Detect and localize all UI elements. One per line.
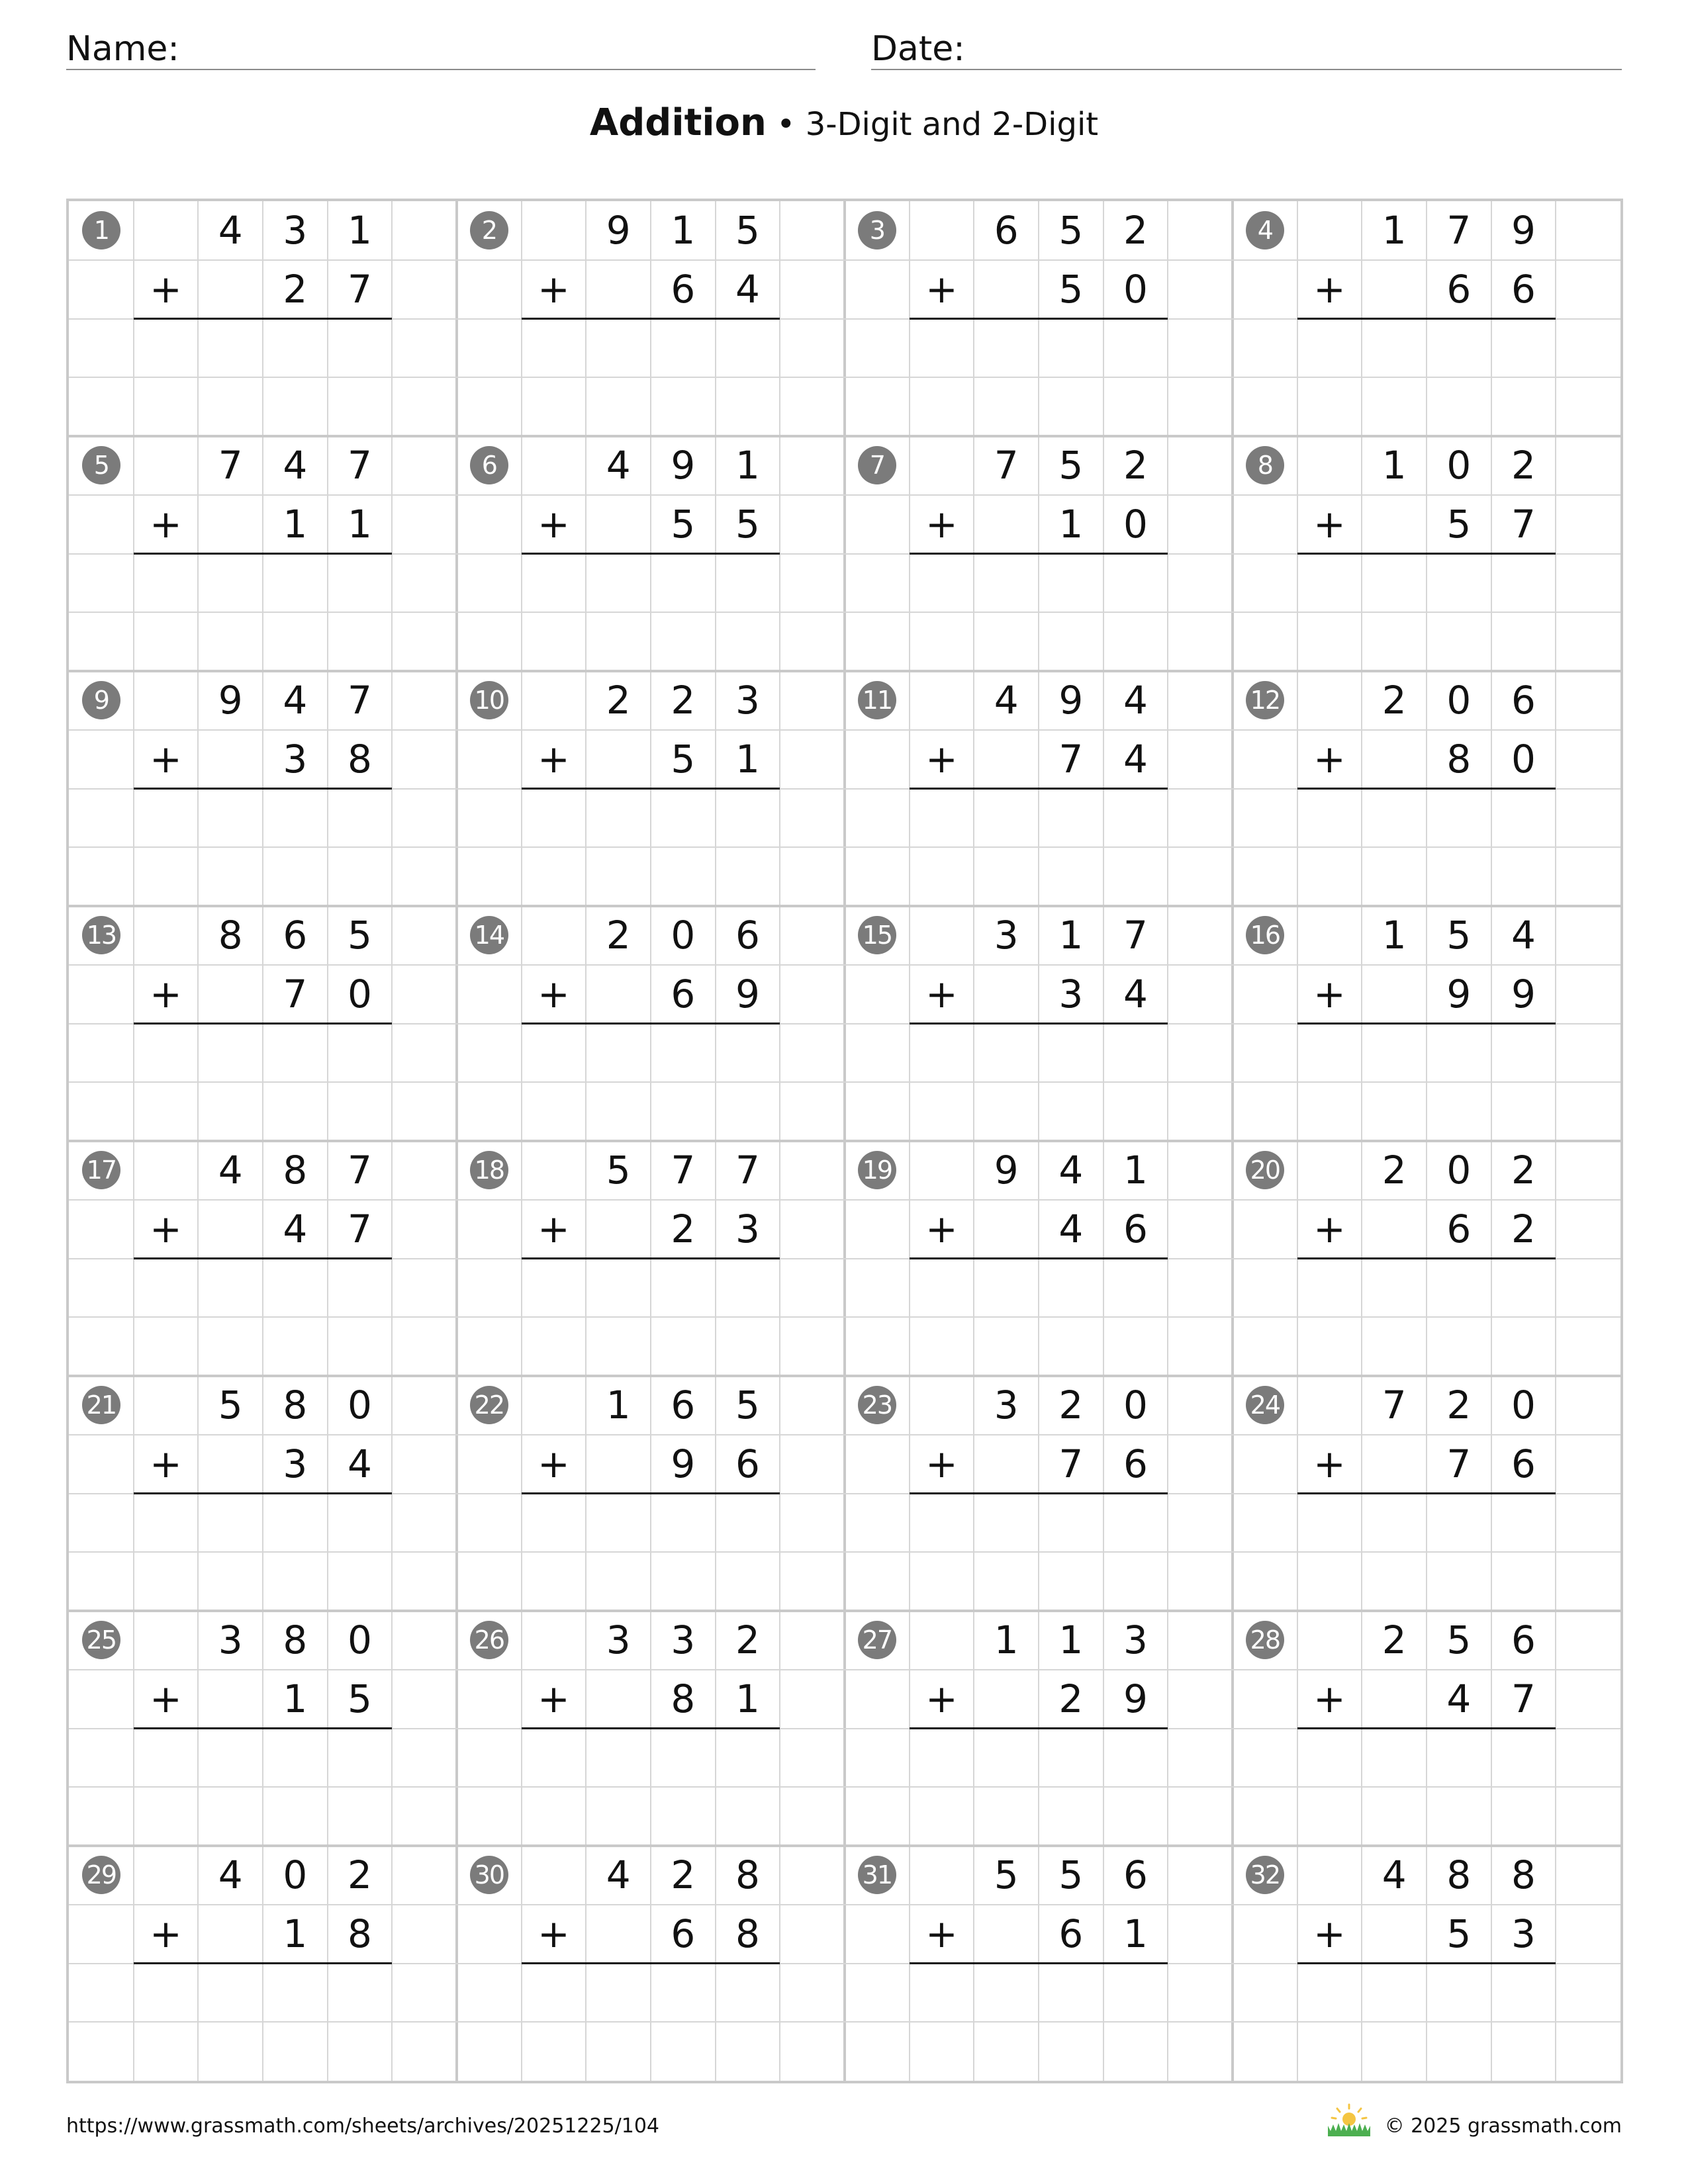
problem-number-badge: 24 [1246,1386,1284,1424]
problem-8 [1233,436,1620,671]
answer-area[interactable] [522,554,780,613]
top-digit: 7 [1382,1383,1407,1428]
problem-28 [1233,1611,1620,1846]
answer-area[interactable] [910,1494,1168,1553]
problem-number-badge: 14 [470,916,508,954]
bottom-digit: 8 [1446,737,1472,782]
answer-area[interactable] [910,1259,1168,1318]
problem-number-badge: 9 [82,681,120,719]
bottom-digit: 1 [283,1676,308,1722]
top-digit: 3 [994,913,1019,958]
problem-number-badge: 13 [82,916,120,954]
top-digit: 6 [283,913,308,958]
top-digit: 2 [1058,1383,1084,1428]
plus-operator: + [538,1441,570,1487]
plus-operator: + [925,1206,958,1252]
bottom-digit: 6 [1058,1911,1084,1957]
answer-area[interactable] [522,1494,780,1553]
top-digit: 7 [348,1148,372,1193]
answer-area[interactable] [910,319,1168,378]
top-digit: 1 [1058,913,1084,958]
answer-area[interactable] [910,1964,1168,2023]
bottom-digit: 8 [348,1911,372,1957]
bottom-digit: 8 [671,1676,696,1722]
bottom-digit: 7 [348,267,372,312]
problem-number-badge: 6 [470,446,508,484]
top-digit: 1 [1382,443,1407,488]
bottom-digit: 5 [671,502,696,547]
problem-number-badge: 2 [470,211,508,250]
problem-30 [457,1846,845,2081]
top-digit: 3 [994,1383,1019,1428]
problem-31 [845,1846,1233,2081]
answer-area[interactable] [522,1964,780,2023]
problem-number-badge: 10 [470,681,508,719]
top-digit: 6 [1511,1617,1536,1663]
top-digit: 0 [1446,1148,1472,1193]
bottom-digit: 6 [1446,267,1472,312]
top-digit: 9 [994,1148,1019,1193]
bottom-digit: 0 [348,972,372,1017]
bottom-digit: 5 [348,1676,372,1722]
top-digit: 7 [1446,208,1472,253]
problem-number-badge: 30 [470,1856,508,1894]
top-digit: 5 [1058,443,1084,488]
problem-number-badge: 32 [1246,1856,1284,1894]
plus-operator: + [150,502,182,547]
problem-number-badge: 27 [858,1621,896,1659]
answer-area[interactable] [1297,789,1556,848]
problem-number-badge: 20 [1246,1151,1284,1189]
top-digit: 6 [994,208,1019,253]
bottom-digit: 1 [735,737,760,782]
top-digit: 3 [1123,1617,1148,1663]
problem-17 [69,1141,457,1376]
plus-operator: + [150,1911,182,1957]
top-digit: 8 [283,1617,308,1663]
problem-23 [845,1376,1233,1611]
answer-area[interactable] [134,789,393,848]
problem-27 [845,1611,1233,1846]
bottom-digit: 4 [1446,1676,1472,1722]
problem-number-badge: 4 [1246,211,1284,250]
problem-number-badge: 7 [858,446,896,484]
top-digit: 5 [1058,1852,1084,1898]
problem-3 [845,201,1233,436]
problem-number-badge: 5 [82,446,120,484]
top-digit: 7 [218,443,243,488]
plus-operator: + [1313,1441,1346,1487]
top-digit: 8 [283,1148,308,1193]
top-digit: 3 [606,1617,631,1663]
problem-15 [845,906,1233,1141]
bottom-digit: 1 [735,1676,760,1722]
top-digit: 4 [283,678,308,723]
problem-14 [457,906,845,1141]
problem-number-badge: 18 [470,1151,508,1189]
grass-sun-icon [1325,2102,1373,2139]
worksheet-grid [66,199,1623,2083]
bottom-digit: 5 [1446,502,1472,547]
plus-operator: + [538,1206,570,1252]
problem-2 [457,201,845,436]
problem-29 [69,1846,457,2081]
top-digit: 4 [994,678,1019,723]
top-digit: 4 [283,443,308,488]
problem-number-badge: 15 [858,916,896,954]
problem-10 [457,671,845,906]
top-digit: 4 [606,443,631,488]
answer-area[interactable] [910,554,1168,613]
bottom-digit: 4 [283,1206,308,1252]
answer-area[interactable] [522,1024,780,1083]
answer-area[interactable] [910,1729,1168,1788]
bottom-digit: 9 [671,1441,696,1487]
top-digit: 5 [1446,1617,1472,1663]
name-label: Name: [66,29,179,69]
top-digit: 2 [1511,1148,1536,1193]
footer-copyright: © 2025 grassmath.com [1384,2115,1622,2138]
problem-1 [69,201,457,436]
plus-operator: + [1313,737,1346,782]
top-digit: 1 [671,208,696,253]
top-digit: 0 [283,1852,308,1898]
bottom-digit: 2 [1511,1206,1536,1252]
bottom-digit: 2 [283,267,308,312]
plus-operator: + [538,1911,570,1957]
top-digit: 5 [348,913,372,958]
top-digit: 7 [348,678,372,723]
problem-13 [69,906,457,1141]
top-digit: 1 [348,208,372,253]
plus-operator: + [925,502,958,547]
plus-operator: + [1313,972,1346,1017]
bottom-digit: 6 [671,1911,696,1957]
plus-operator: + [925,267,958,312]
top-digit: 2 [606,913,631,958]
problem-6 [457,436,845,671]
problem-21 [69,1376,457,1611]
plus-operator: + [150,267,182,312]
plus-operator: + [538,1676,570,1722]
top-digit: 6 [735,913,760,958]
top-digit: 3 [283,208,308,253]
bottom-digit: 1 [283,502,308,547]
problem-number-badge: 29 [82,1856,120,1894]
top-digit: 1 [735,443,760,488]
top-digit: 5 [994,1852,1019,1898]
footer-url[interactable]: https://www.grassmath.com/sheets/archives/20251225/104 [66,2115,660,2138]
top-digit: 8 [1446,1852,1472,1898]
top-digit: 2 [671,678,696,723]
top-digit: 9 [218,678,243,723]
problem-4 [1233,201,1620,436]
problem-26 [457,1611,845,1846]
top-digit: 6 [1511,678,1536,723]
answer-area[interactable] [522,789,780,848]
plus-operator: + [1313,1206,1346,1252]
problem-number-badge: 21 [82,1386,120,1424]
problem-number-badge: 25 [82,1621,120,1659]
plus-operator: + [1313,1911,1346,1957]
bottom-digit: 8 [348,737,372,782]
top-digit: 2 [735,1617,760,1663]
top-digit: 3 [735,678,760,723]
answer-area[interactable] [134,1494,393,1553]
answer-area[interactable] [910,1024,1168,1083]
top-digit: 1 [1058,1617,1084,1663]
bottom-digit: 9 [735,972,760,1017]
top-digit: 5 [735,1383,760,1428]
top-digit: 1 [606,1383,631,1428]
bottom-digit: 5 [1058,267,1084,312]
top-digit: 2 [1382,1148,1407,1193]
bottom-digit: 4 [1058,1206,1084,1252]
plus-operator: + [925,737,958,782]
plus-operator: + [538,737,570,782]
plus-operator: + [538,267,570,312]
top-digit: 7 [1123,913,1148,958]
worksheet-title [0,101,1688,144]
top-digit: 7 [348,443,372,488]
bottom-digit: 3 [1511,1911,1536,1957]
bottom-digit: 0 [1123,502,1148,547]
bottom-digit: 1 [1058,502,1084,547]
answer-area[interactable] [1297,1729,1556,1788]
top-digit: 0 [348,1383,372,1428]
bottom-digit: 9 [1446,972,1472,1017]
problem-9 [69,671,457,906]
answer-area[interactable] [522,1729,780,1788]
bottom-digit: 9 [1511,972,1536,1017]
plus-operator: + [925,972,958,1017]
problem-5 [69,436,457,671]
plus-operator: + [150,1676,182,1722]
problem-number-badge: 23 [858,1386,896,1424]
problem-number-badge: 3 [858,211,896,250]
bottom-digit: 4 [1123,737,1148,782]
bottom-digit: 6 [1123,1206,1148,1252]
problem-7 [845,436,1233,671]
top-digit: 5 [735,208,760,253]
answer-area[interactable] [134,554,393,613]
top-digit: 8 [218,913,243,958]
problem-25 [69,1611,457,1846]
problem-number-badge: 28 [1246,1621,1284,1659]
answer-area[interactable] [1297,1259,1556,1318]
problem-24 [1233,1376,1620,1611]
top-digit: 8 [735,1852,760,1898]
top-digit: 2 [1123,443,1148,488]
bottom-digit: 1 [1123,1911,1148,1957]
problem-12 [1233,671,1620,906]
top-digit: 4 [1511,913,1536,958]
bottom-digit: 5 [735,502,760,547]
answer-area[interactable] [522,1259,780,1318]
top-digit: 7 [994,443,1019,488]
problem-number-badge: 12 [1246,681,1284,719]
problem-number-badge: 1 [82,211,120,250]
top-digit: 0 [1446,678,1472,723]
bottom-digit: 4 [735,267,760,312]
top-digit: 0 [1511,1383,1536,1428]
top-digit: 8 [1511,1852,1536,1898]
top-digit: 4 [218,1852,243,1898]
plus-operator: + [150,1441,182,1487]
answer-area[interactable] [134,1024,393,1083]
plus-operator: + [925,1441,958,1487]
bottom-digit: 1 [348,502,372,547]
top-digit: 9 [1058,678,1084,723]
bottom-digit: 4 [1123,972,1148,1017]
top-digit: 0 [1446,443,1472,488]
bottom-digit: 1 [283,1911,308,1957]
bottom-digit: 6 [1446,1206,1472,1252]
title-main: Addition [589,101,767,144]
plus-operator: + [1313,1676,1346,1722]
date-field[interactable] [871,20,1622,70]
top-digit: 1 [1382,913,1407,958]
top-digit: 9 [671,443,696,488]
bottom-digit: 7 [1446,1441,1472,1487]
answer-area[interactable] [910,789,1168,848]
bottom-digit: 5 [671,737,696,782]
plus-operator: + [925,1911,958,1957]
top-digit: 6 [1123,1852,1148,1898]
problem-19 [845,1141,1233,1376]
plus-operator: + [150,737,182,782]
answer-area[interactable] [1297,554,1556,613]
answer-area[interactable] [1297,1964,1556,2023]
top-digit: 9 [606,208,631,253]
plus-operator: + [150,1206,182,1252]
problem-number-badge: 31 [858,1856,896,1894]
bottom-digit: 7 [283,972,308,1017]
top-digit: 2 [1446,1383,1472,1428]
bottom-digit: 7 [1058,1441,1084,1487]
top-digit: 3 [218,1617,243,1663]
answer-area[interactable] [522,319,780,378]
problem-32 [1233,1846,1620,2081]
top-digit: 6 [671,1383,696,1428]
problem-18 [457,1141,845,1376]
bottom-digit: 6 [1123,1441,1148,1487]
bottom-digit: 7 [1511,502,1536,547]
bottom-digit: 0 [1511,737,1536,782]
problem-11 [845,671,1233,906]
top-digit: 5 [606,1148,631,1193]
bottom-digit: 3 [735,1206,760,1252]
bottom-digit: 6 [1511,1441,1536,1487]
top-digit: 1 [1123,1148,1148,1193]
problem-number-badge: 8 [1246,446,1284,484]
top-digit: 4 [1058,1148,1084,1193]
bottom-digit: 5 [1446,1911,1472,1957]
bottom-digit: 6 [671,267,696,312]
top-digit: 5 [1446,913,1472,958]
date-label: Date: [871,29,965,69]
bottom-digit: 0 [1123,267,1148,312]
top-digit: 0 [1123,1383,1148,1428]
top-digit: 0 [671,913,696,958]
bottom-digit: 6 [735,1441,760,1487]
problem-16 [1233,906,1620,1141]
top-digit: 2 [1511,443,1536,488]
answer-area[interactable] [1297,319,1556,378]
problem-number-badge: 19 [858,1151,896,1189]
problem-20 [1233,1141,1620,1376]
plus-operator: + [538,502,570,547]
problem-number-badge: 16 [1246,916,1284,954]
top-digit: 2 [1123,208,1148,253]
bottom-digit: 4 [348,1441,372,1487]
top-digit: 2 [671,1852,696,1898]
plus-operator: + [925,1676,958,1722]
plus-operator: + [538,972,570,1017]
answer-area[interactable] [1297,1494,1556,1553]
bottom-digit: 3 [283,1441,308,1487]
bottom-digit: 7 [1058,737,1084,782]
top-digit: 2 [348,1852,372,1898]
bottom-digit: 2 [671,1206,696,1252]
top-digit: 5 [1058,208,1084,253]
problem-number-badge: 26 [470,1621,508,1659]
top-digit: 2 [1382,1617,1407,1663]
top-digit: 9 [1511,208,1536,253]
bottom-digit: 3 [1058,972,1084,1017]
plus-operator: + [1313,267,1346,312]
problem-number-badge: 11 [858,681,896,719]
top-digit: 4 [218,1148,243,1193]
bottom-digit: 2 [1058,1676,1084,1722]
plus-operator: + [150,972,182,1017]
answer-area[interactable] [1297,1024,1556,1083]
top-digit: 2 [1382,678,1407,723]
top-digit: 8 [283,1383,308,1428]
answer-area[interactable] [134,1964,393,2023]
top-digit: 4 [606,1852,631,1898]
top-digit: 7 [671,1148,696,1193]
top-digit: 0 [348,1617,372,1663]
top-digit: 1 [1382,208,1407,253]
top-digit: 2 [606,678,631,723]
top-digit: 1 [994,1617,1019,1663]
bottom-digit: 9 [1123,1676,1148,1722]
top-digit: 3 [671,1617,696,1663]
answer-area[interactable] [134,1259,393,1318]
problem-number-badge: 17 [82,1151,120,1189]
problem-22 [457,1376,845,1611]
answer-area[interactable] [134,1729,393,1788]
bottom-digit: 3 [283,737,308,782]
name-field[interactable] [66,20,816,70]
top-digit: 4 [1382,1852,1407,1898]
top-digit: 7 [735,1148,760,1193]
bottom-digit: 7 [1511,1676,1536,1722]
title-subtitle: • 3-Digit and 2-Digit [766,106,1099,143]
bottom-digit: 6 [671,972,696,1017]
bottom-digit: 8 [735,1911,760,1957]
problem-number-badge: 22 [470,1386,508,1424]
top-digit: 4 [1123,678,1148,723]
bottom-digit: 6 [1511,267,1536,312]
plus-operator: + [1313,502,1346,547]
top-digit: 4 [218,208,243,253]
bottom-digit: 7 [348,1206,372,1252]
answer-area[interactable] [134,319,393,378]
top-digit: 5 [218,1383,243,1428]
